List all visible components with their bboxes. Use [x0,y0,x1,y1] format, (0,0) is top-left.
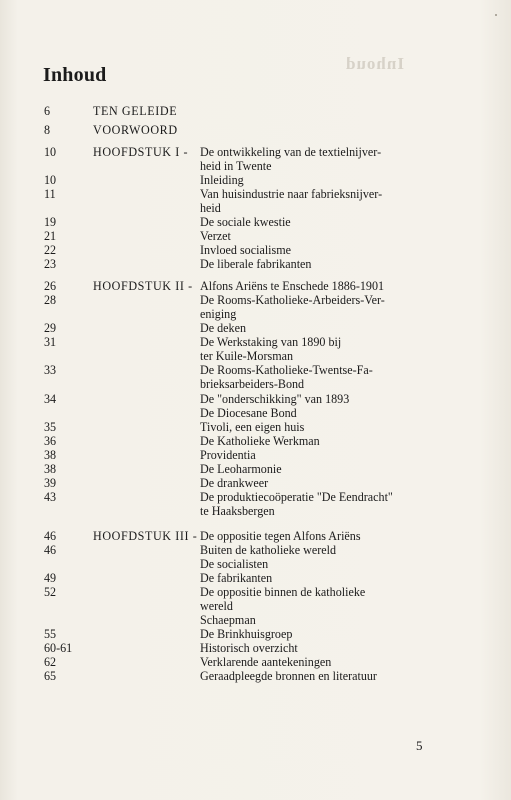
toc-page-ref: 31 [44,335,57,349]
toc-page-ref: 62 [44,655,57,669]
toc-page-ref: 34 [44,392,57,406]
toc-page-ref: 65 [44,669,57,683]
toc-section-label: HOOFDSTUK III - [93,529,198,543]
toc-entry-title: De fabrikanten [200,571,273,585]
toc-entry-title: Historisch overzicht [200,641,298,655]
toc-entry-title: Verklarende aantekeningen [200,655,332,669]
page-title: Inhoud [43,64,107,86]
toc-page-ref: 29 [44,321,57,335]
toc-entry-title: heid in Twente [200,159,272,173]
toc-page-ref: 36 [44,434,57,448]
toc-entry-title: De deken [200,321,247,335]
toc-entry-title: De "onderschikking" van 1893 [200,392,350,406]
toc-section-label: TEN GELEIDE [93,104,178,118]
toc-page-ref: 38 [44,462,57,476]
toc-entry-title: De Leoharmonie [200,462,282,476]
toc-entry-title: Invloed socialisme [200,243,292,257]
toc-page-ref: 26 [44,279,57,293]
toc-page-ref: 38 [44,448,57,462]
toc-entry-title: De ontwikkeling van de textielnijver- [200,145,382,159]
toc-entry-title: ter Kuile-Morsman [200,349,294,363]
toc-page-ref: 28 [44,293,57,307]
toc-entry-title: Van huisindustrie naar fabrieksnijver- [200,187,383,201]
toc-page-ref: 49 [44,571,57,585]
toc-page-ref: 8 [44,123,51,137]
toc-page-ref: 33 [44,363,57,377]
toc-entry-title: Schaepman [200,613,256,627]
toc-entry-title: De oppositie tegen Alfons Ariëns [200,529,361,543]
toc-entry-title: Alfons Ariëns te Enschede 1886-1901 [200,279,385,293]
toc-entry-title: Inleiding [200,173,244,187]
toc-page-ref: 21 [44,229,57,243]
toc-entry-title: De Diocesane Bond [200,406,297,420]
toc-page-ref: 60-61 [44,641,73,655]
toc-page-ref: 46 [44,543,57,557]
toc-entry-title: De socialisten [200,557,269,571]
toc-page-ref: 35 [44,420,57,434]
toc-entry-title: brieksarbeiders-Bond [200,377,305,391]
toc-page-ref: 10 [44,145,57,159]
toc-entry-title: De oppositie binnen de katholieke [200,585,366,599]
bleed-through-text: Inhoud [345,54,404,73]
toc-entry-title: De drankweer [200,476,269,490]
toc-section-label: HOOFDSTUK I - [93,145,189,159]
toc-entry-title: Providentia [200,448,256,462]
toc-page-ref: 22 [44,243,57,257]
toc-page-ref: 23 [44,257,57,271]
toc-page-ref: 11 [44,187,56,201]
toc-entry-title: Tivoli, een eigen huis [200,420,305,434]
toc-entry-title: De liberale fabrikanten [200,257,312,271]
toc-page-ref: 52 [44,585,57,599]
toc-page-ref: 19 [44,215,57,229]
toc-entry-title: De Rooms-Katholieke-Twentse-Fa- [200,363,373,377]
toc-section-label: HOOFDSTUK II - [93,279,193,293]
toc-page-ref: 55 [44,627,57,641]
toc-page-ref: 39 [44,476,57,490]
toc-entry-title: eniging [200,307,237,321]
toc-entry-title: Geraadpleegde bronnen en literatuur [200,669,377,683]
toc-entry-title: heid [200,201,221,215]
toc-entry-title: De produktiecoöperatie "De Eendracht" [200,490,393,504]
page-number: 5 [416,738,423,753]
toc-entry-title: wereld [200,599,233,613]
toc-entry-title: De Brinkhuisgroep [200,627,293,641]
toc-page-ref: 10 [44,173,57,187]
toc-page-ref: 46 [44,529,57,543]
toc-entry-title: te Haaksbergen [200,504,275,518]
toc-entry-title: De Rooms-Katholieke-Arbeiders-Ver- [200,293,385,307]
toc-section-label: VOORWOORD [93,123,178,137]
toc-entry-title: Buiten de katholieke wereld [200,543,337,557]
toc-page-ref: 43 [44,490,57,504]
toc-page-ref: 6 [44,104,51,118]
toc-entry-title: Verzet [200,229,231,243]
toc-entry-title: De Werkstaking van 1890 bij [200,335,342,349]
toc-entry-title: De sociale kwestie [200,215,291,229]
toc-entry-title: De Katholieke Werkman [200,434,320,448]
